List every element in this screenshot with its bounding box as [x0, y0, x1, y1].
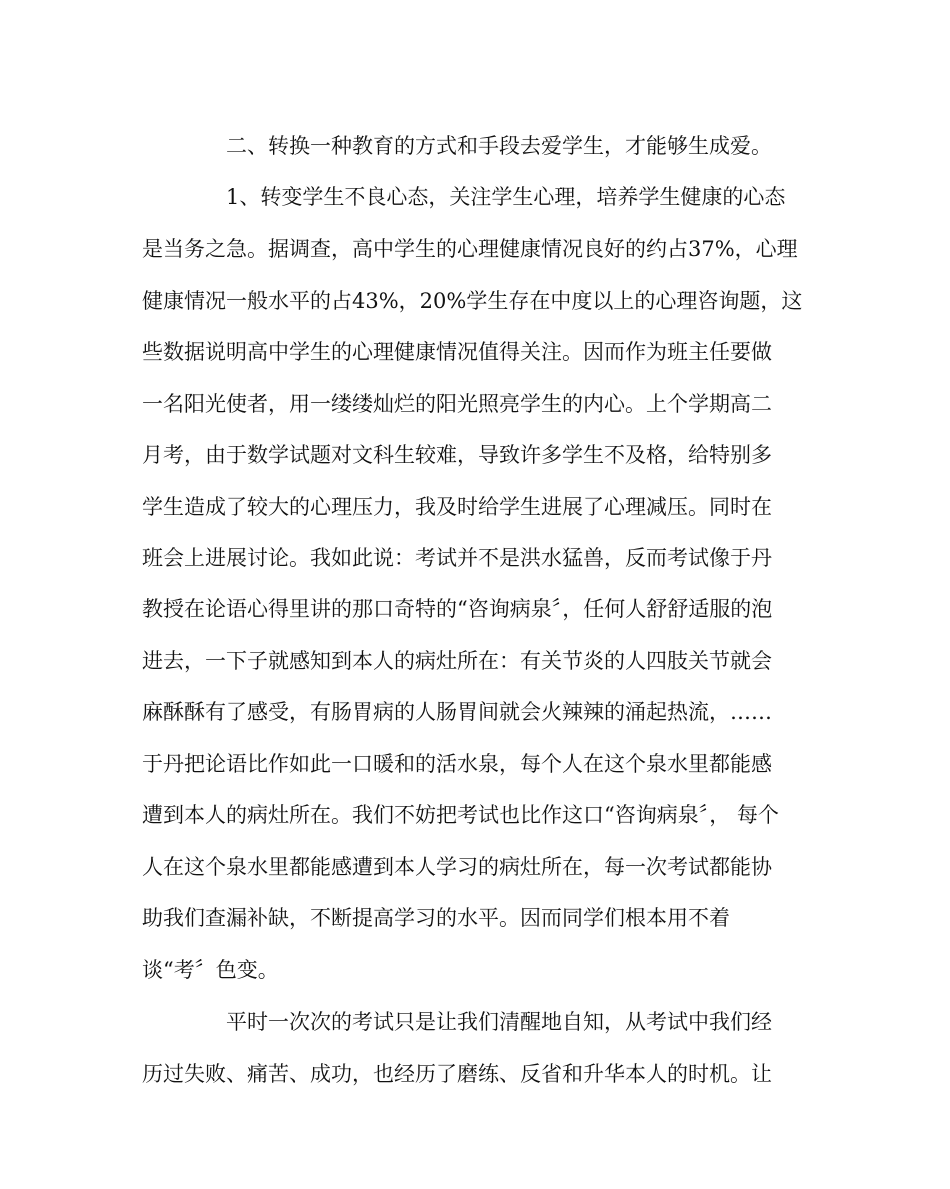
paragraph-line: 谈“考〞色变。	[142, 958, 279, 982]
paragraph-line: 平时一次次的考试只是让我们清醒地自知，从考试中我们经	[226, 1010, 772, 1034]
paragraph-line: 月考，由于数学试题对文科生较难，导致许多学生不及格，给特别多	[142, 443, 772, 467]
paragraph-line: 遭到本人的病灶所在。我们不妨把考试也比作这口“咨询病泉〞， 每个	[142, 803, 779, 827]
paragraph-line: 学生造成了较大的心理压力，我及时给学生进展了心理减压。同时在	[142, 495, 772, 519]
paragraph-line: 些数据说明高中学生的心理健康情况值得关注。因而作为班主任要做	[142, 340, 772, 364]
paragraph-line: 麻酥酥有了感受，有肠胃病的人肠胃间就会火辣辣的涌起热流，……	[142, 700, 772, 724]
paragraph-line: 历过失败、痛苦、成功，也经历了磨练、反省和升华本人的时机。让	[142, 1062, 772, 1086]
paragraph-line: 班会上进展讨论。我如此说：考试并不是洪水猛兽，反而考试像于丹	[142, 546, 772, 570]
paragraph-line: 健康情况一般水平的占43%，20%学生存在中度以上的心理咨询题，这	[142, 289, 803, 313]
section-heading: 二、转换一种教育的方式和手段去爱学生，才能够生成爱。	[226, 134, 772, 158]
paragraph-line: 1、转变学生不良心态，关注学生心理，培养学生健康的心态	[226, 185, 786, 209]
paragraph-line: 是当务之急。据调查，高中学生的心理健康情况良好的约占37%，心理	[142, 237, 798, 261]
paragraph-line: 进去，一下子就感知到本人的病灶所在：有关节炎的人四肢关节就会	[142, 649, 772, 673]
paragraph-line: 一名阳光使者，用一缕缕灿烂的阳光照亮学生的内心。上个学期高二	[142, 392, 772, 416]
paragraph-line: 助我们查漏补缺，不断提高学习的水平。因而同学们根本用不着	[142, 906, 730, 930]
paragraph-line: 于丹把论语比作如此一口暖和的活水泉，每个人在这个泉水里都能感	[142, 752, 772, 776]
paragraph-line: 人在这个泉水里都能感遭到本人学习的病灶所在，每一次考试都能协	[142, 855, 772, 879]
paragraph-line: 教授在论语心得里讲的那口奇特的“咨询病泉〞，任何人舒舒适服的泡	[142, 597, 773, 621]
